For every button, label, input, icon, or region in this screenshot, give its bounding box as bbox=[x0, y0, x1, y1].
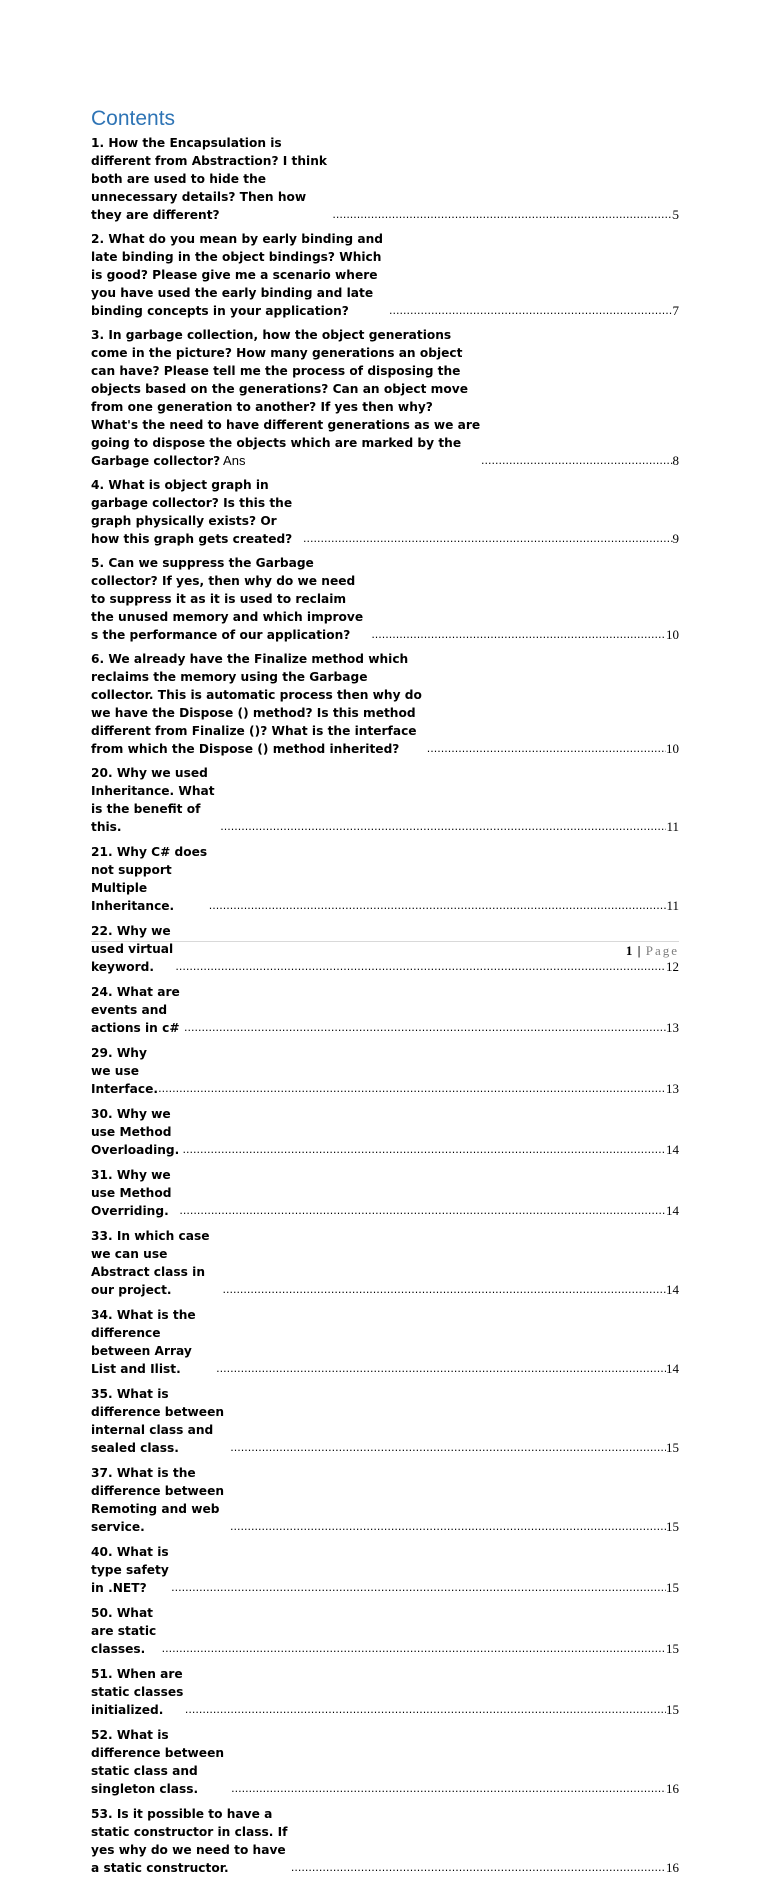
toc-entry[interactable] bbox=[91, 1227, 679, 1299]
toc-entry-title bbox=[91, 476, 303, 548]
page-number: 1 bbox=[625, 943, 633, 958]
toc-entry-text: 20. Why we used Inheritance. What is the benefit of this. bbox=[91, 766, 215, 834]
toc-entry[interactable] bbox=[91, 1306, 679, 1378]
table-of-contents bbox=[91, 134, 679, 1883]
toc-entry-text: 53. Is it possible to have a static constructor in class. If yes why do we need to have a static constructor. bbox=[91, 1807, 288, 1875]
toc-entry-title bbox=[91, 1726, 231, 1798]
dot-leader bbox=[332, 206, 672, 224]
toc-entry[interactable] bbox=[91, 1385, 679, 1457]
toc-entry-title bbox=[91, 1464, 230, 1536]
toc-entry[interactable] bbox=[91, 843, 679, 915]
dot-leader bbox=[371, 626, 666, 644]
toc-entry-text: 33. In which case we can use Abstract class in our project. bbox=[91, 1229, 210, 1297]
toc-entry-title bbox=[91, 1227, 222, 1299]
toc-entry-title bbox=[91, 1665, 185, 1719]
toc-entry-text: 3. In garbage collection, how the object generations come in the picture? How many generations an object can have? Please tell me the process of disposing the objects based on the generations? Can an object move from one generation to another? If yes then why? What's the need to have different generations as we are going to dispose the objects which are marked by the Garbage collector? bbox=[91, 328, 481, 468]
toc-page-number: 14 bbox=[666, 1361, 679, 1376]
toc-entry-text: 37. What is the difference between Remoting and web service. bbox=[91, 1466, 225, 1534]
toc-entry-text: 51. When are static classes initialized. bbox=[91, 1667, 184, 1717]
toc-entry-text: 2. What do you mean by early binding and late binding in the object bindings? Which is good? Please give me a scenario where you have used the early binding and late binding concepts in your application? bbox=[91, 232, 383, 318]
toc-entry-title bbox=[91, 764, 220, 836]
toc-page-number: 15 bbox=[666, 1580, 679, 1595]
dot-leader bbox=[216, 1360, 666, 1378]
toc-entry-text: 1. How the Encapsulation is different from Abstraction? I think both are used to hide the unnecessary details? Then how they are different? bbox=[91, 136, 327, 222]
toc-entry[interactable] bbox=[91, 650, 679, 758]
toc-entry[interactable] bbox=[91, 1665, 679, 1719]
toc-entry[interactable] bbox=[91, 1805, 679, 1877]
toc-entry[interactable] bbox=[91, 983, 679, 1037]
toc-page-number: 14 bbox=[666, 1282, 679, 1297]
toc-entry-title bbox=[91, 1543, 171, 1597]
toc-entry[interactable] bbox=[91, 554, 679, 644]
toc-entry-text: 6. We already have the Finalize method which reclaims the memory using the Garbage collector. This is automatic process then why do we have the Dispose () method? Is this method different from Finalize ()? What is the interface from which the Dispose () method inherited? bbox=[91, 652, 422, 756]
toc-entry-text: 40. What is type safety in .NET? bbox=[91, 1545, 169, 1595]
dot-leader bbox=[291, 1859, 666, 1877]
dot-leader bbox=[175, 958, 666, 976]
toc-entry-text: 21. Why C# does not support Multiple Inheritance. bbox=[91, 845, 208, 913]
toc-page-number: 12 bbox=[666, 959, 679, 974]
page-footer bbox=[626, 942, 679, 960]
toc-entry-title bbox=[91, 922, 175, 976]
toc-entry-text: 50. What are static classes. bbox=[91, 1606, 157, 1656]
toc-entry-text: 35. What is difference between internal class and sealed class. bbox=[91, 1387, 225, 1455]
dot-leader bbox=[171, 1579, 666, 1597]
dot-leader bbox=[231, 1780, 666, 1798]
toc-entry-title bbox=[91, 650, 427, 758]
toc-entry[interactable] bbox=[91, 1166, 679, 1220]
toc-entry-title bbox=[91, 230, 389, 320]
toc-entry-title bbox=[91, 134, 332, 224]
toc-page-number: 16 bbox=[666, 1781, 679, 1796]
toc-entry[interactable] bbox=[91, 1464, 679, 1536]
toc-page-number: 10 bbox=[666, 741, 679, 756]
toc-page-number: 15 bbox=[666, 1641, 679, 1656]
toc-entry-text: 30. Why we use Method Overloading. bbox=[91, 1107, 180, 1157]
page-label: Page bbox=[645, 943, 679, 958]
footer-divider bbox=[91, 941, 679, 942]
toc-entry-suffix: Ans bbox=[220, 453, 246, 468]
toc-page-number: 16 bbox=[666, 1860, 679, 1875]
dot-leader bbox=[222, 1281, 666, 1299]
toc-entry[interactable] bbox=[91, 230, 679, 320]
contents-heading: Contents bbox=[91, 107, 176, 130]
toc-entry[interactable] bbox=[91, 1044, 679, 1098]
toc-entry-text: 5. Can we suppress the Garbage collector? If yes, then why do we need to suppress it as it is used to reclaim the unused memory and which improve s the performance of our application? bbox=[91, 556, 364, 642]
dot-leader bbox=[427, 740, 666, 758]
toc-entry-text: 4. What is object graph in garbage collector? Is this the graph physically exists? Or how this graph gets created? bbox=[91, 478, 293, 546]
toc-entry[interactable] bbox=[91, 764, 679, 836]
dot-leader bbox=[389, 302, 673, 320]
toc-entry-text: 24. What are events and actions in c# bbox=[91, 985, 180, 1035]
dot-leader bbox=[209, 897, 667, 915]
dot-leader bbox=[230, 1518, 666, 1536]
dot-leader bbox=[303, 530, 672, 548]
toc-entry-title bbox=[91, 1166, 179, 1220]
toc-page-number: 14 bbox=[666, 1203, 679, 1218]
toc-page-number: 11 bbox=[666, 898, 679, 913]
dot-leader bbox=[179, 1202, 666, 1220]
dot-leader bbox=[158, 1080, 666, 1098]
toc-page-number: 8 bbox=[672, 453, 679, 468]
toc-entry-title bbox=[91, 1044, 158, 1098]
dot-leader bbox=[481, 452, 672, 470]
toc-entry-title bbox=[91, 1604, 162, 1658]
toc-page-number: 13 bbox=[666, 1081, 679, 1096]
toc-entry[interactable] bbox=[91, 1543, 679, 1597]
toc-page-number: 11 bbox=[666, 819, 679, 834]
toc-page-number: 14 bbox=[666, 1142, 679, 1157]
toc-page-number: 15 bbox=[666, 1702, 679, 1717]
toc-entry-title bbox=[91, 326, 481, 470]
toc-entry-title bbox=[91, 1385, 230, 1457]
toc-page-number: 5 bbox=[672, 207, 679, 222]
toc-entry-text: 22. Why we used virtual keyword. bbox=[91, 924, 174, 974]
toc-entry-title bbox=[91, 983, 184, 1037]
toc-page-number: 9 bbox=[672, 531, 679, 546]
dot-leader bbox=[230, 1439, 666, 1457]
toc-entry[interactable] bbox=[91, 1105, 679, 1159]
footer-separator: | bbox=[637, 943, 641, 958]
dot-leader bbox=[184, 1019, 666, 1037]
dot-leader bbox=[220, 818, 666, 836]
toc-entry-text: 29. Why we use Interface. bbox=[91, 1046, 158, 1096]
toc-entry-text: 52. What is difference between static class and singleton class. bbox=[91, 1728, 225, 1796]
dot-leader bbox=[183, 1141, 666, 1159]
toc-entry[interactable] bbox=[91, 1604, 679, 1658]
toc-entry[interactable] bbox=[91, 922, 679, 976]
toc-entry[interactable] bbox=[91, 134, 679, 224]
dot-leader bbox=[162, 1640, 666, 1658]
toc-page-number: 7 bbox=[672, 303, 679, 318]
toc-entry-text: 34. What is the difference between Array List and Ilist. bbox=[91, 1308, 196, 1376]
toc-entry-text: 31. Why we use Method Overriding. bbox=[91, 1168, 172, 1218]
toc-entry[interactable] bbox=[91, 476, 679, 548]
toc-entry-title bbox=[91, 1306, 216, 1378]
toc-entry[interactable] bbox=[91, 326, 679, 470]
toc-entry[interactable] bbox=[91, 1726, 679, 1798]
toc-entry-title bbox=[91, 554, 371, 644]
toc-page-number: 10 bbox=[666, 627, 679, 642]
toc-entry-title bbox=[91, 843, 209, 915]
toc-page-number: 15 bbox=[666, 1440, 679, 1455]
toc-entry-title bbox=[91, 1805, 291, 1877]
toc-entry-title bbox=[91, 1105, 183, 1159]
dot-leader bbox=[185, 1701, 666, 1719]
toc-page-number: 15 bbox=[666, 1519, 679, 1534]
toc-page-number: 13 bbox=[666, 1020, 679, 1035]
